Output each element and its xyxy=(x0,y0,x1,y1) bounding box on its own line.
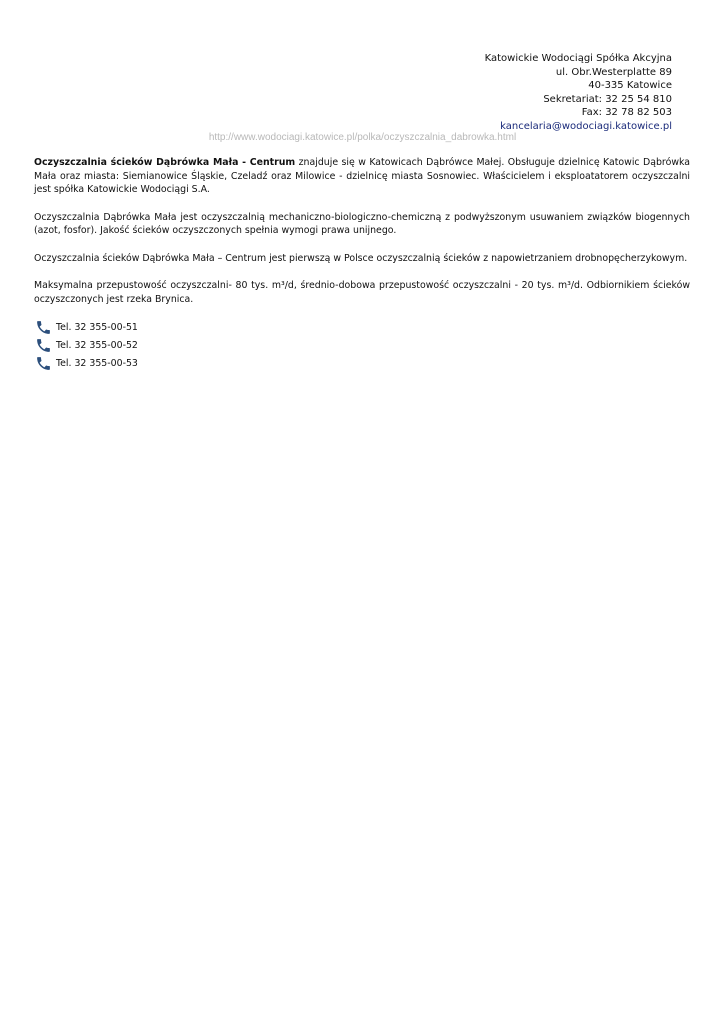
phone-number: Tel. 32 355-00-51 xyxy=(56,321,138,333)
company-fax: Fax: 32 78 82 503 xyxy=(581,107,672,118)
document-body xyxy=(34,156,690,320)
company-postal: 40-335 Katowice xyxy=(588,80,672,91)
phone-list xyxy=(35,318,138,372)
phone-icon xyxy=(35,319,52,336)
company-header xyxy=(485,52,672,133)
paragraph-technology: Oczyszczalnia Dąbrówka Mała jest oczyszczalnią mechaniczno-biologiczno-chemiczną z podwyższonym usuwaniem związków biogennych (azot, fosfor). Jakość ścieków oczyszczonych spełnia wymogi prawa unijnego. xyxy=(34,211,690,236)
paragraph-first-in-poland: Oczyszczalnia ścieków Dąbrówka Mała – Centrum jest pierwszą w Polsce oczyszczalnią ścieków z napowietrzaniem drobnopęcherzykowym. xyxy=(34,252,688,264)
company-street: ul. Obr.Westerplatte 89 xyxy=(555,66,672,78)
phone-number: Tel. 32 355-00-53 xyxy=(56,357,138,369)
paragraph-capacity: Maksymalna przepustowość oczyszczalni- 80 tys. m³/d, średnio-dobowa przepustowość oczyszczalni - 20 tys. m³/d. Odbiornikiem ścieków oczyszczonych jest rzeka Brynica. xyxy=(34,280,690,305)
source-url: http://www.wodociagi.katowice.pl/polka/oczyszczalnia_dabrowka.html xyxy=(208,132,517,143)
phone-item[interactable] xyxy=(35,336,138,354)
phone-number: Tel. 32 355-00-52 xyxy=(56,339,138,351)
plant-name: Oczyszczalnia ścieków Dąbrówka Mała - Centrum xyxy=(34,157,296,168)
intro-text: znajduje się w Katowicach Dąbrówce Małej. Obsługuje dzielnicę Katowic Dąbrówka Mała oraz miasta: Siemianowice Śląskie, Czeladź oraz Milowice - dzielnicę miasta Sosnowiec. Właścicielem i eksploatatorem oczyszczalni jest spółka Katowickie Wodociągi S.A. xyxy=(34,157,690,195)
phone-item[interactable] xyxy=(35,318,138,336)
phone-icon xyxy=(35,355,52,372)
paragraph-intro xyxy=(34,156,690,197)
phone-icon xyxy=(35,337,52,354)
phone-item[interactable] xyxy=(35,354,138,372)
company-name: Katowickie Wodociągi Spółka Akcyjna xyxy=(484,53,672,64)
company-secretariat: Sekretariat: 32 25 54 810 xyxy=(543,93,672,105)
company-email-link[interactable]: kancelaria@wodociagi.katowice.pl xyxy=(500,120,672,132)
